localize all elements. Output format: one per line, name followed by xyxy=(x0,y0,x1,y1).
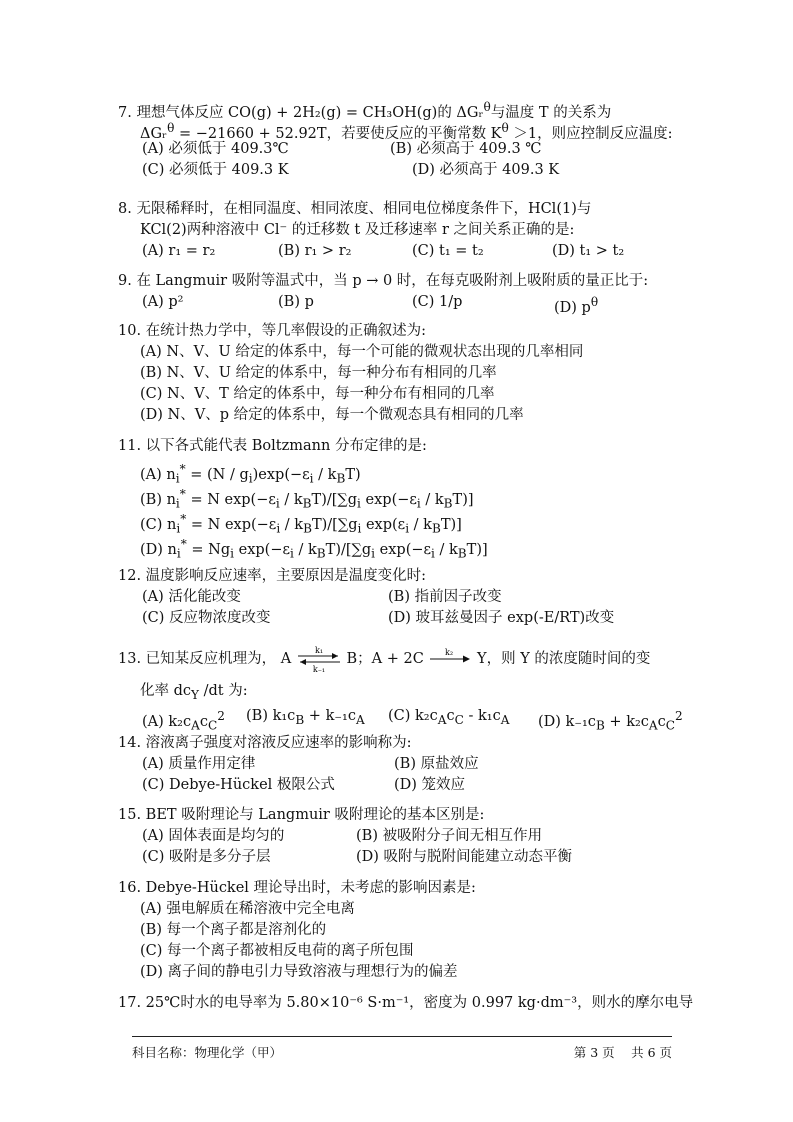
question-13-stem-suffix: Y，则 Y 的浓度随时间的变 xyxy=(477,651,651,667)
question-7-option-b: (B) 必须高于 409.3 ℃ xyxy=(390,141,542,157)
question-10-option-b: (B) N、V、U 给定的体系中，每一种分布有相同的几率 xyxy=(140,365,497,381)
question-13-option-b: (B) $k_1c_B + k_{-1}c_A$ xyxy=(246,708,365,727)
question-12-option-d: (D) 玻耳兹曼因子 exp(-E/RT)改变 xyxy=(388,610,615,626)
rate-constant-k2: k₂ xyxy=(445,648,454,657)
question-9-option-b: (B) p xyxy=(278,294,314,310)
question-13-option-d: (D) $k_{-1}c_B + k_2c_Ac_C^2$ xyxy=(538,709,683,733)
question-10 xyxy=(118,321,678,426)
question-13-stem-prefix: 13. 已知某反应机理为， xyxy=(118,651,277,667)
question-13-stem-line1 xyxy=(118,645,678,673)
question-12-option-c: (C) 反应物浓度改变 xyxy=(142,610,271,626)
question-11 xyxy=(118,436,678,561)
question-12-option-a: (A) 活化能改变 xyxy=(142,589,241,605)
question-10-option-c: (C) N、V、T 给定的体系中，每一种分布有相同的几率 xyxy=(140,386,495,402)
footer-subject: 科目名称：物理化学（甲） xyxy=(132,1045,283,1060)
question-14-stem-line1: 14. 溶液离子强度对溶液反应速率的影响称为: xyxy=(118,735,412,751)
footer-page-number: 第 3 页 共 6 页 xyxy=(573,1045,672,1060)
question-12-stem-line1: 12. 温度影响反应速率，主要原因是温度变化时: xyxy=(118,568,427,584)
question-7-stem-line1: 7. 理想气体反应 CO(g) + 2H₂(g) = CH₃OH(g)的 ΔGᵣ$^\theta$与温度 T 的关系为 xyxy=(118,100,612,121)
question-13-species-a: A xyxy=(280,651,292,667)
question-13-stem-line2: 化率 $dc_Y$ /dt 为: xyxy=(140,683,248,702)
question-9-option-c: (C) 1/p xyxy=(412,294,463,310)
question-8 xyxy=(118,199,678,262)
question-14-option-d: (D) 笼效应 xyxy=(394,777,466,793)
question-11-option-b: (B) $n_i^* = N$ $\exp(-\varepsilon_i / k_BT)/[\sum g_i$ $\exp(-\varepsilon_i / k_BT)$] xyxy=(140,487,474,511)
question-7-stem-line2: ΔGᵣ$^\theta$ = −21660 + 52.92T，若要使反应的平衡常数 $K^\theta >1$，则应控制反应温度: xyxy=(140,121,673,142)
question-8-option-b: (B) r₁ > r₂ xyxy=(278,243,352,259)
question-16-option-a: (A) 强电解质在稀溶液中完全电离 xyxy=(140,901,355,917)
question-16-stem-line1: 16. Debye-Hückel 理论导出时，未考虑的影响因素是: xyxy=(118,880,476,896)
question-16 xyxy=(118,878,678,983)
page-footer xyxy=(132,1036,672,1060)
rate-constant-k1: k₁ xyxy=(314,646,323,655)
question-10-stem-line1: 10. 在统计热力学中，等几率假设的正确叙述为: xyxy=(118,323,427,339)
question-13-option-c: (C) $k_2c_Ac_C - k_1c_A$ xyxy=(388,708,510,727)
reaction-arrow-icon xyxy=(428,645,472,673)
question-8-stem-line2: KCl(2)两种溶液中 Cl⁻ 的迁移数 t 及迁移速率 r 之间关系正确的是: xyxy=(140,222,575,238)
question-13 xyxy=(118,645,683,733)
question-7-option-d: (D) 必须高于 409.3 K xyxy=(412,162,560,178)
question-16-option-c: (C) 每一个离子都被相反电荷的离子所包围 xyxy=(140,943,414,959)
question-15-stem-line1: 15. BET 吸附理论与 Langmuir 吸附理论的基本区别是: xyxy=(118,807,485,823)
question-15-option-a: (A) 固体表面是均匀的 xyxy=(142,828,285,844)
question-16-option-b: (B) 每一个离子都是溶剂化的 xyxy=(140,922,327,938)
question-14-option-c: (C) Debye-Hückel 极限公式 xyxy=(142,777,335,793)
question-12-option-b: (B) 指前因子改变 xyxy=(388,589,502,605)
question-8-option-a: (A) r₁ = r₂ xyxy=(142,243,216,259)
question-7 xyxy=(118,97,678,181)
question-11-option-a: (A) $n_i^* = (N / g_i)\exp(-\varepsilon_i / k_BT)$ xyxy=(140,462,361,486)
rate-constant-k-1: k₋₁ xyxy=(312,665,326,673)
question-10-option-a: (A) N、V、U 给定的体系中，每一个可能的微观状态出现的几率相同 xyxy=(140,344,584,360)
question-12 xyxy=(118,566,678,629)
question-17 xyxy=(118,993,694,1014)
question-9-stem-line1: 9. 在 Langmuir 吸附等温式中，当 p → 0 时，在每克吸附剂上吸附质的量正比于: xyxy=(118,273,649,289)
question-11-option-c: (C) $n_i^* = N$ $\exp(-\varepsilon_i / k_BT)/[\sum g_i$ $\exp(\varepsilon_i / k_BT)$] xyxy=(140,512,462,536)
question-15-option-c: (C) 吸附是多分子层 xyxy=(142,849,271,865)
question-14 xyxy=(118,733,678,796)
question-13-option-a: (A) $k_2c_Ac_C^2$ xyxy=(142,709,225,733)
question-9-option-d: (D) $p^\theta$ xyxy=(554,295,599,316)
question-8-option-d: (D) t₁ > t₂ xyxy=(552,243,625,259)
question-7-option-c: (C) 必须低于 409.3 K xyxy=(142,162,289,178)
question-11-option-d: (D) $n_i^* = Ng_i$ $\exp(-\varepsilon_i / k_BT)/[\sum g_i$ $\exp(-\varepsilon_i / k_BT)$] xyxy=(140,537,488,561)
question-15 xyxy=(118,805,678,868)
question-8-stem-line1: 8. 无限稀释时，在相同温度、相同浓度、相同电位梯度条件下，HCl(1)与 xyxy=(118,201,592,217)
question-10-option-d: (D) N、V、p 给定的体系中，每一个微观态具有相同的几率 xyxy=(140,407,524,423)
question-15-option-d: (D) 吸附与脱附间能建立动态平衡 xyxy=(356,849,573,865)
question-9-option-a: (A) p² xyxy=(142,294,184,310)
question-8-option-c: (C) t₁ = t₂ xyxy=(412,243,484,259)
question-11-stem-line1: 11. 以下各式能代表 Boltzmann 分布定律的是: xyxy=(118,438,427,454)
question-14-option-a: (A) 质量作用定律 xyxy=(142,756,256,772)
question-9 xyxy=(118,271,678,316)
equilibrium-arrow-icon xyxy=(296,645,342,673)
question-13-species-b: B；A + 2C xyxy=(346,651,424,667)
question-16-option-d: (D) 离子间的静电引力导致溶液与理想行为的偏差 xyxy=(140,964,458,980)
question-17-stem-line1: 17. 25℃时水的电导率为 5.80×10⁻⁶ S·m⁻¹，密度为 0.997 kg·dm⁻³，则水的摩尔电导 xyxy=(118,995,694,1011)
question-15-option-b: (B) 被吸附分子间无相互作用 xyxy=(356,828,543,844)
question-7-option-a: (A) 必须低于 409.3℃ xyxy=(142,141,289,157)
question-14-option-b: (B) 原盐效应 xyxy=(394,756,479,772)
